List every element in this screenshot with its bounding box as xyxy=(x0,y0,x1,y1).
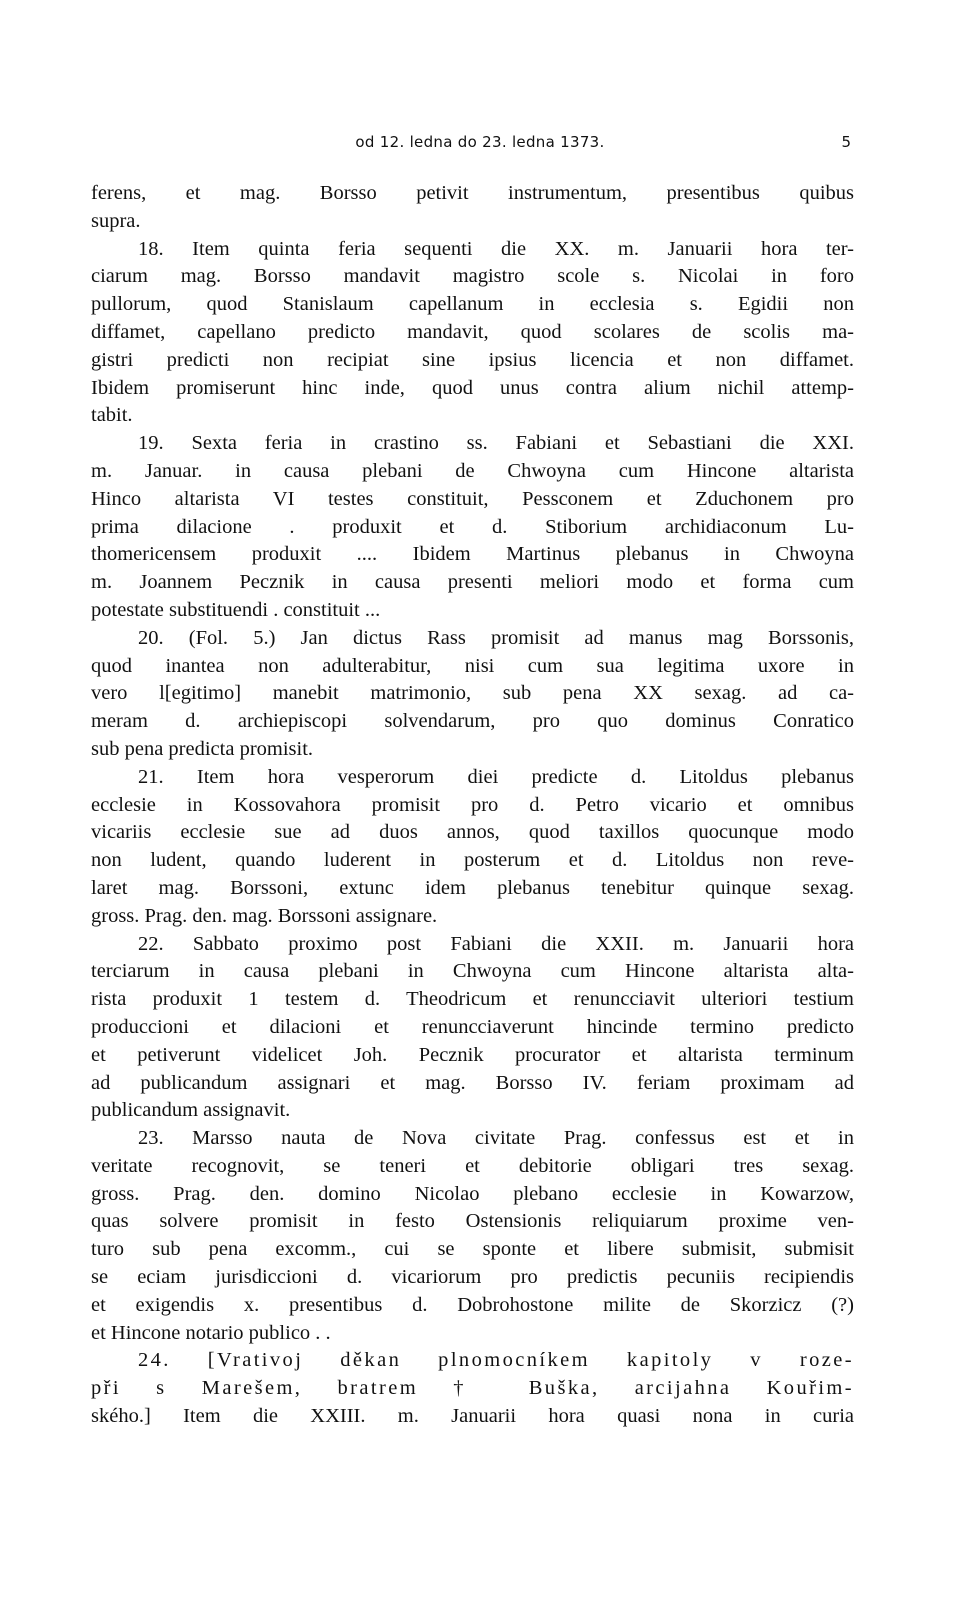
text-line: ského.] Item die XXIII. m. Januarii hora quasi nona in curia xyxy=(91,1405,854,1428)
text-line: se eciam jurisdiccioni d. vicariorum pro predictis pecuniis recipiendis xyxy=(91,1266,854,1289)
text-line: rista produxit 1 testem d. Theodricum et renuncciavit ulteriori testium xyxy=(91,988,854,1011)
text-line: et petiverunt videlicet Joh. Pecznik procurator et altarista terminum xyxy=(91,1043,854,1066)
text-line: veritate recognovit, se teneri et debitorie obligari tres sexag. xyxy=(91,1154,854,1177)
text-line: ferens, et mag. Borsso petivit instrumentum, presentibus quibus xyxy=(91,182,854,204)
text-line: quod inantea non adulterabitur, nisi cum sua legitima uxore in xyxy=(91,654,854,677)
text-line: m. Januar. in causa plebani de Chwoyna cum Hincone altarista xyxy=(91,459,854,482)
entry-22-start: 22. Sabbato proximo post Fabiani die XXII. m. Januarii hora xyxy=(138,932,854,955)
page-header xyxy=(0,133,960,159)
running-head: od 12. ledna do 23. ledna 1373. xyxy=(355,133,605,151)
text-line: Ibidem promiserunt hinc inde, quod unus contra alium nichil attemp- xyxy=(91,376,854,399)
text-line: laret mag. Borssoni, extunc idem plebanus tenebitur quinque sexag. xyxy=(91,876,854,899)
text-line: supra. xyxy=(91,209,141,232)
text-line: ecclesie in Kossovahora promisit pro d. Petro vicario et omnibus xyxy=(91,793,854,816)
text-line: gross. Prag. den. mag. Borssoni assignare. xyxy=(91,904,438,927)
entry-20-start: 20. (Fol. 5.) Jan dictus Rass promisit ad manus mag Borssonis, xyxy=(138,626,854,649)
text-line: sub pena predicta promisit. xyxy=(91,737,314,760)
text-line: produccioni et dilacioni et renuncciaverunt hincinde termino predicto xyxy=(91,1015,854,1038)
page-number: 5 xyxy=(841,133,851,151)
text-line: vicariis ecclesie sue ad duos annos, quod taxillos quocunque modo xyxy=(91,821,854,844)
text-line: diffamet, capellano predicto mandavit, quod scolares de scolis ma- xyxy=(91,320,854,343)
text-line: vero l[egitimo] manebit matrimonio, sub pena XX sexag. ad ca- xyxy=(91,682,854,705)
entry-23-start: 23. Marsso nauta de Nova civitate Prag. confessus est et in xyxy=(138,1127,854,1150)
entry-24-start: 24. [Vrativoj děkan plnomocníkem kapitoly v roze- xyxy=(138,1349,854,1372)
text-line: ciarum mag. Borsso mandavit magistro scole s. Nicolai in foro xyxy=(91,265,854,288)
text-line: při s Marešem, bratrem † Buška, arcijahna Kouřim- xyxy=(91,1377,854,1400)
text-line: et exigendis x. presentibus d. Dobrohostone milite de Skorzicz (?) xyxy=(91,1293,854,1316)
text-line: Hinco altarista VI testes constituit, Pessconem et Zduchonem pro xyxy=(91,487,854,510)
text-line: prima dilacione . produxit et d. Stiborium archidiaconum Lu- xyxy=(91,515,854,538)
text-line: pullorum, quod Stanislaum capellanum in ecclesia s. Egidii non xyxy=(91,293,854,316)
text-line: publicandum assignavit. xyxy=(91,1099,291,1122)
text-line: quas solvere promisit in festo Ostensionis reliquiarum proxime ven- xyxy=(91,1210,854,1233)
entry-19-start: 19. Sexta feria in crastino ss. Fabiani et Sebastiani die XXI. xyxy=(138,432,854,455)
text-line: et Hincone notario publico . . xyxy=(91,1321,331,1344)
text-line: ad publicandum assignari et mag. Borsso IV. feriam proximam ad xyxy=(91,1071,854,1094)
text-line: meram d. archiepiscopi solvendarum, pro quo dominus Conratico xyxy=(91,710,854,733)
text-line: potestate substituendi . constituit ... xyxy=(91,598,381,621)
text-line: terciarum in causa plebani in Chwoyna cum Hincone altarista alta- xyxy=(91,960,854,983)
text-line: gross. Prag. den. domino Nicolao plebano ecclesie in Kowarzow, xyxy=(91,1182,854,1205)
entry-18-start: 18. Item quinta feria sequenti die XX. m. Januarii hora ter- xyxy=(138,237,854,260)
entry-21-start: 21. Item hora vesperorum diei predicte d. Litoldus plebanus xyxy=(138,765,854,788)
text-line: turo sub pena excomm., cui se sponte et libere submisit, submisit xyxy=(91,1238,854,1261)
text-line: non ludent, quando luderent in posterum et d. Litoldus non reve- xyxy=(91,849,854,872)
text-line: gistri predicti non recipiat sine ipsius licencia et non diffamet. xyxy=(91,348,854,371)
text-line: thomericensem produxit .... Ibidem Martinus plebanus in Chwoyna xyxy=(91,543,854,566)
text-line: tabit. xyxy=(91,404,133,427)
text-line: m. Joannem Pecznik in causa presenti meliori modo et forma cum xyxy=(91,571,854,594)
document-body xyxy=(91,180,854,1431)
